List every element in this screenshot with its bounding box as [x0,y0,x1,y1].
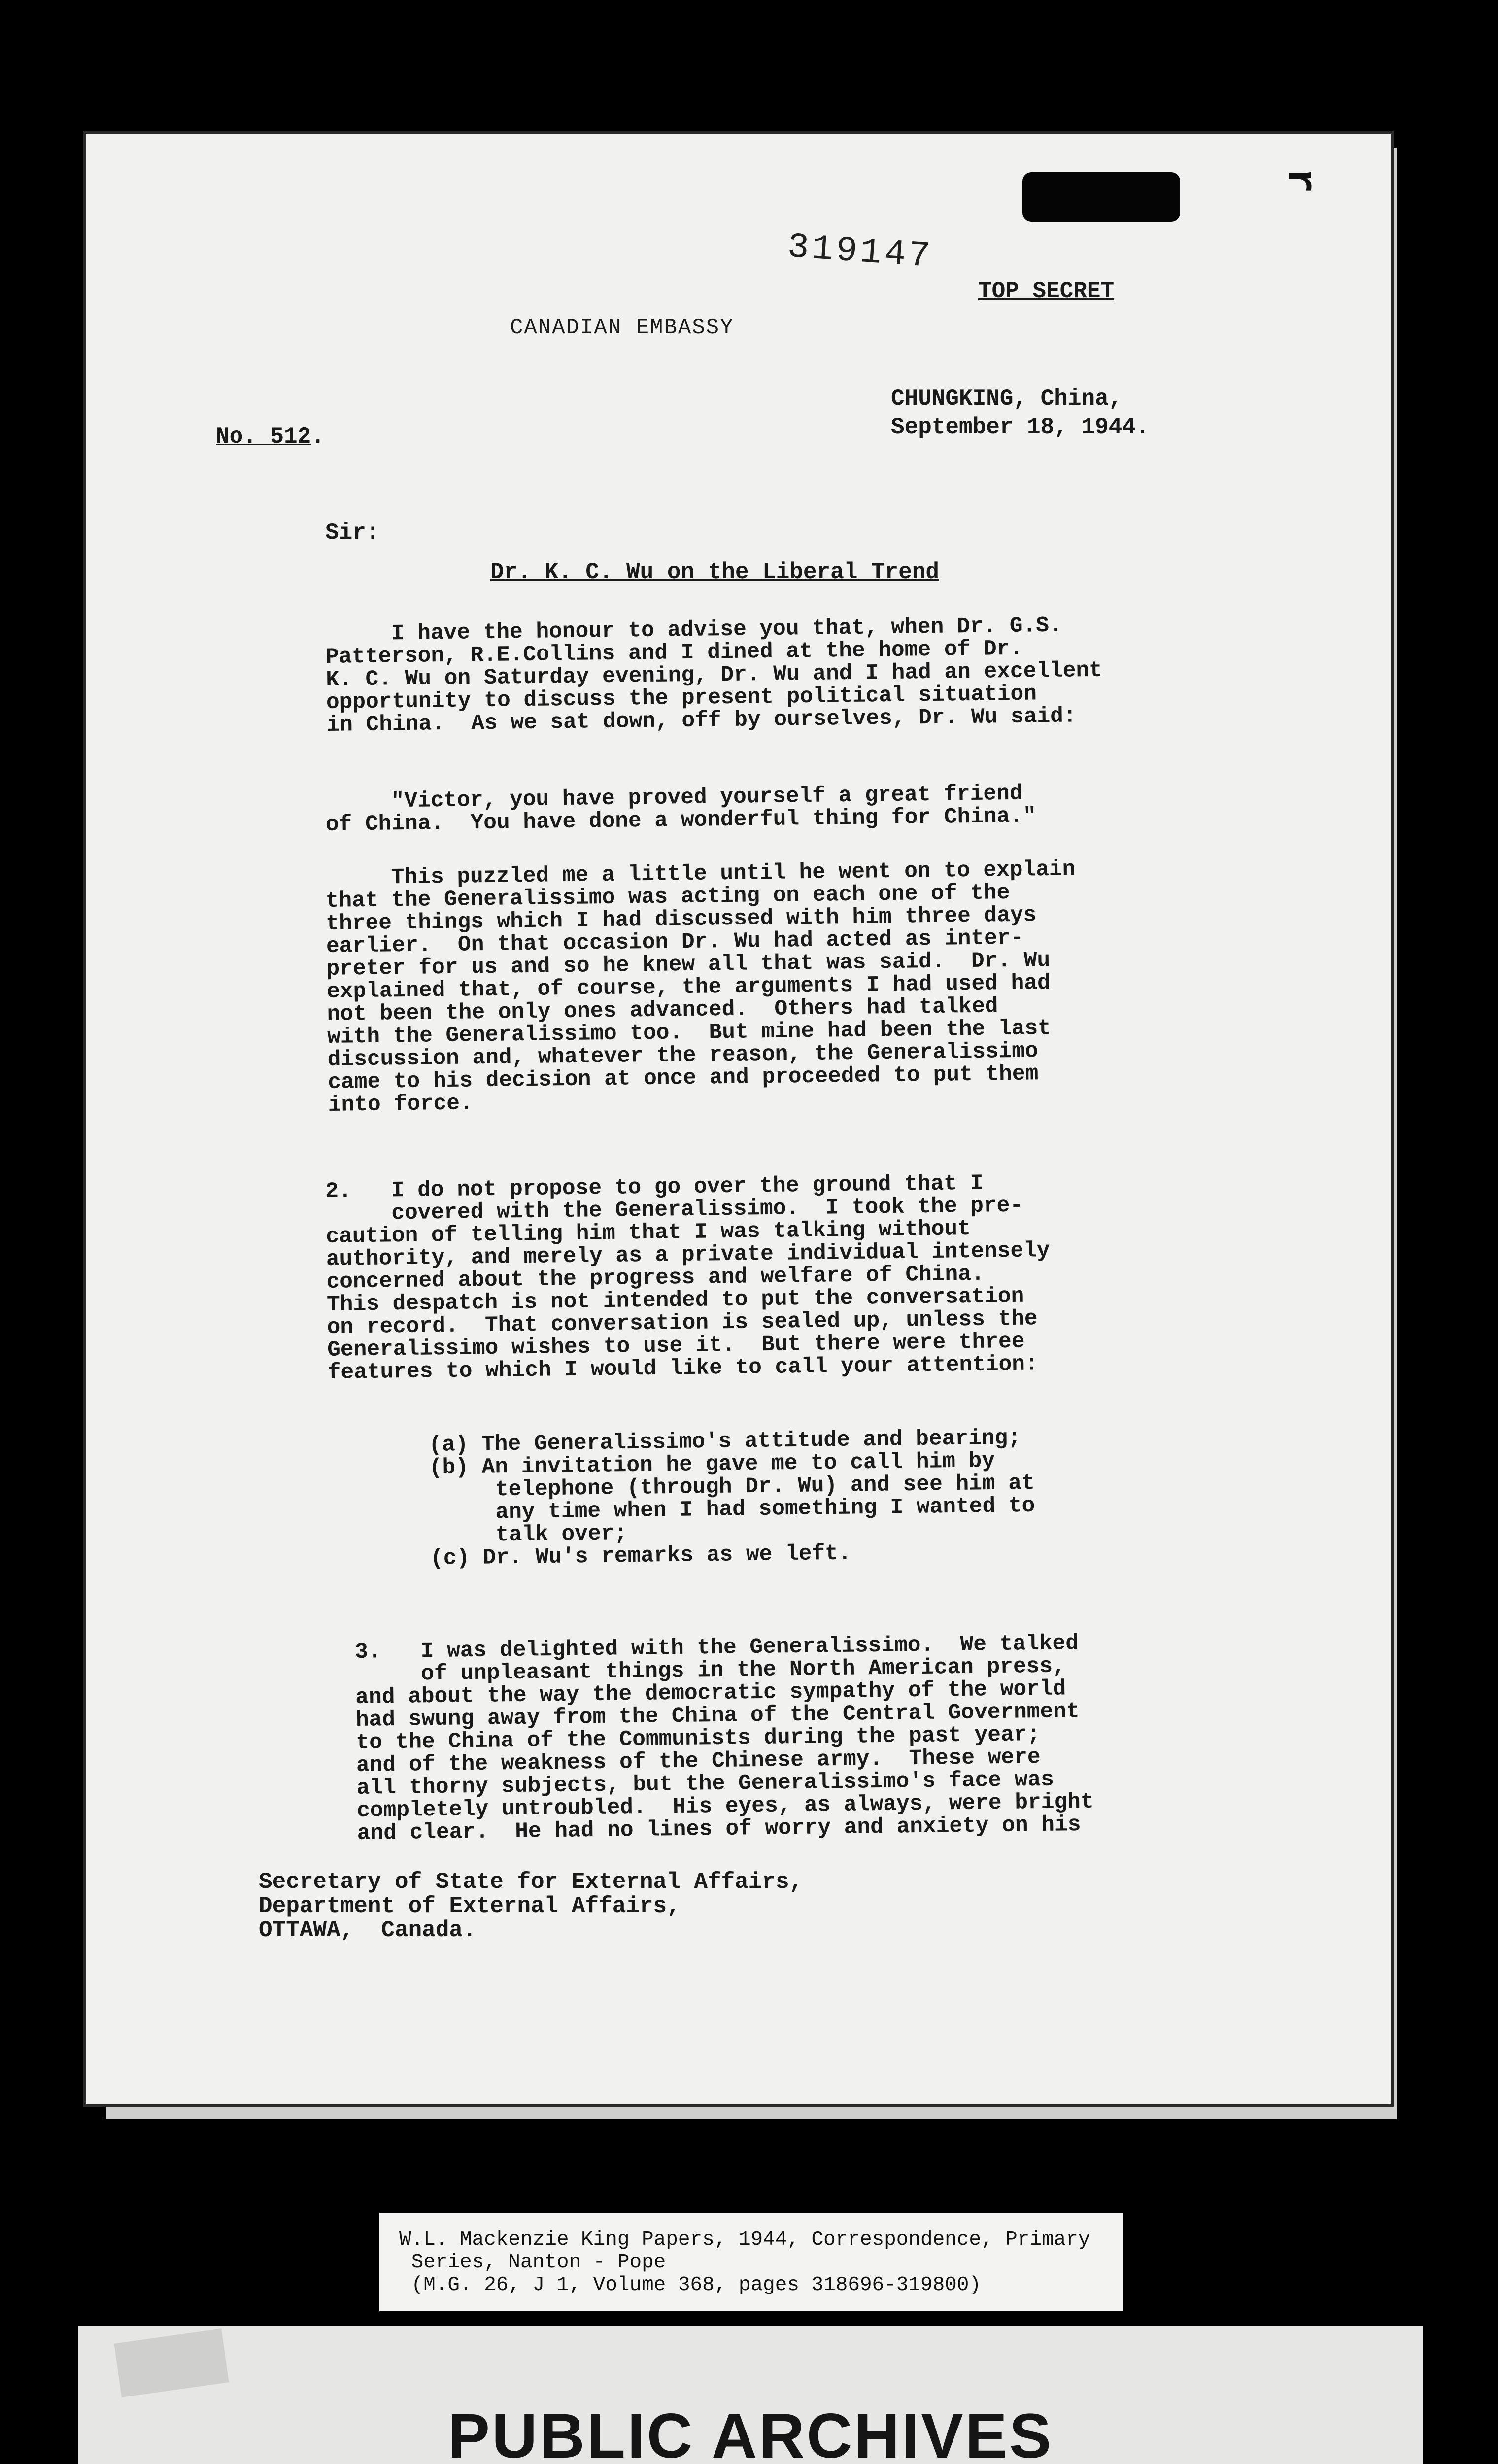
classification-label: TOP SECRET [978,278,1115,304]
quote-paragraph: "Victor, you have proved yourself a great friend of China. You have done a wonderful thing for China." [325,781,1037,837]
paragraph-1: I have the honour to advise you that, when Dr. G.S. Patterson, R.E.Collins and I dined at the home of Dr. K. C. Wu on Saturday evening, Dr. Wu and I had an excellent opportunity to discuss the present political situation in China. As we sat down, off by ourselves, Dr. Wu said: [325,613,1103,738]
date: September 18, 1944. [891,414,1150,440]
salutation: Sir: [325,520,380,546]
sender-heading: CANADIAN EMBASSY [510,315,734,340]
despatch-number: No. 512. [216,424,325,449]
place: CHUNGKING, China, [891,386,1123,411]
tape-mark [114,2328,229,2397]
subject-line: Dr. K. C. Wu on the Liberal Trend [490,559,939,585]
addressee-block: Secretary of State for External Affairs, Department of External Affairs, OTTAWA, Canada. [259,1869,803,1943]
citation-label [379,2213,1124,2311]
paragraph-numbered-3: 3. I was delighted with the Generalissimo. We talked of unpleasant things in the North American press, and about the way the democratic sympathy of the world had swung away from the China of the Central Government to the China of the Communists during the past year; and of the weakness of the Chinese army. These were all thorny subjects, but the Generalissimo's face was completely untroubled. His eyes, as always, were bright and clear. He had no lines of worry and anxiety on his [354,1631,1094,1846]
place-and-date [891,384,1150,442]
archives-line-english: PUBLIC ARCHIVES [447,2401,1054,2464]
corner-mark: r [1275,168,1324,194]
stamp-number: 319147 [786,226,934,277]
redaction-block [1022,172,1180,222]
paragraph-2: This puzzled me a little until he went on to explain that the Generalissimo was acting on each one of the three things which I had discussed with him three days earlier. On that occasion Dr. Wu had acted as inter- preter for us and so he knew all that was said. Dr. Wu explained that, of course, the arguments I had used had not been the only ones advanced. Others had talked with the Generalissimo too. But mine had been the last discussion and, whatever the reason, the Generalissimo came to his decision at once and proceeded to put them into force. [325,857,1076,1118]
paragraph-numbered-2: 2. I do not propose to go over the ground that I covered with the Generalissimo. I took the pre- caution of telling him that I was talking without authority, and merely as a private individual intensely concerned about the progress and welfare of China. This despatch is not intended to put the conversation on record. That conversation is sealed up, unless the Generalissimo wishes to use it. But there were three features to which I would like to call your attention: [325,1171,1050,1385]
citation-text: W.L. Mackenzie King Papers, 1944, Correspondence, Primary Series, Nanton - Pope (M.G. 26, J 1, Volume 368, pages 318696-319800) [399,2228,1090,2296]
feature-list: (a) The Generalissimo's attitude and bearing; (b) An invitation he gave me to call him by telephone (through Dr. Wu) and see him at any time when I had something I wanted to talk over; (c) Dr. Wu's remarks as we left. [428,1426,1035,1571]
despatch-number-text: No. 512 [216,424,311,449]
archives-stamp-card [78,2326,1423,2464]
